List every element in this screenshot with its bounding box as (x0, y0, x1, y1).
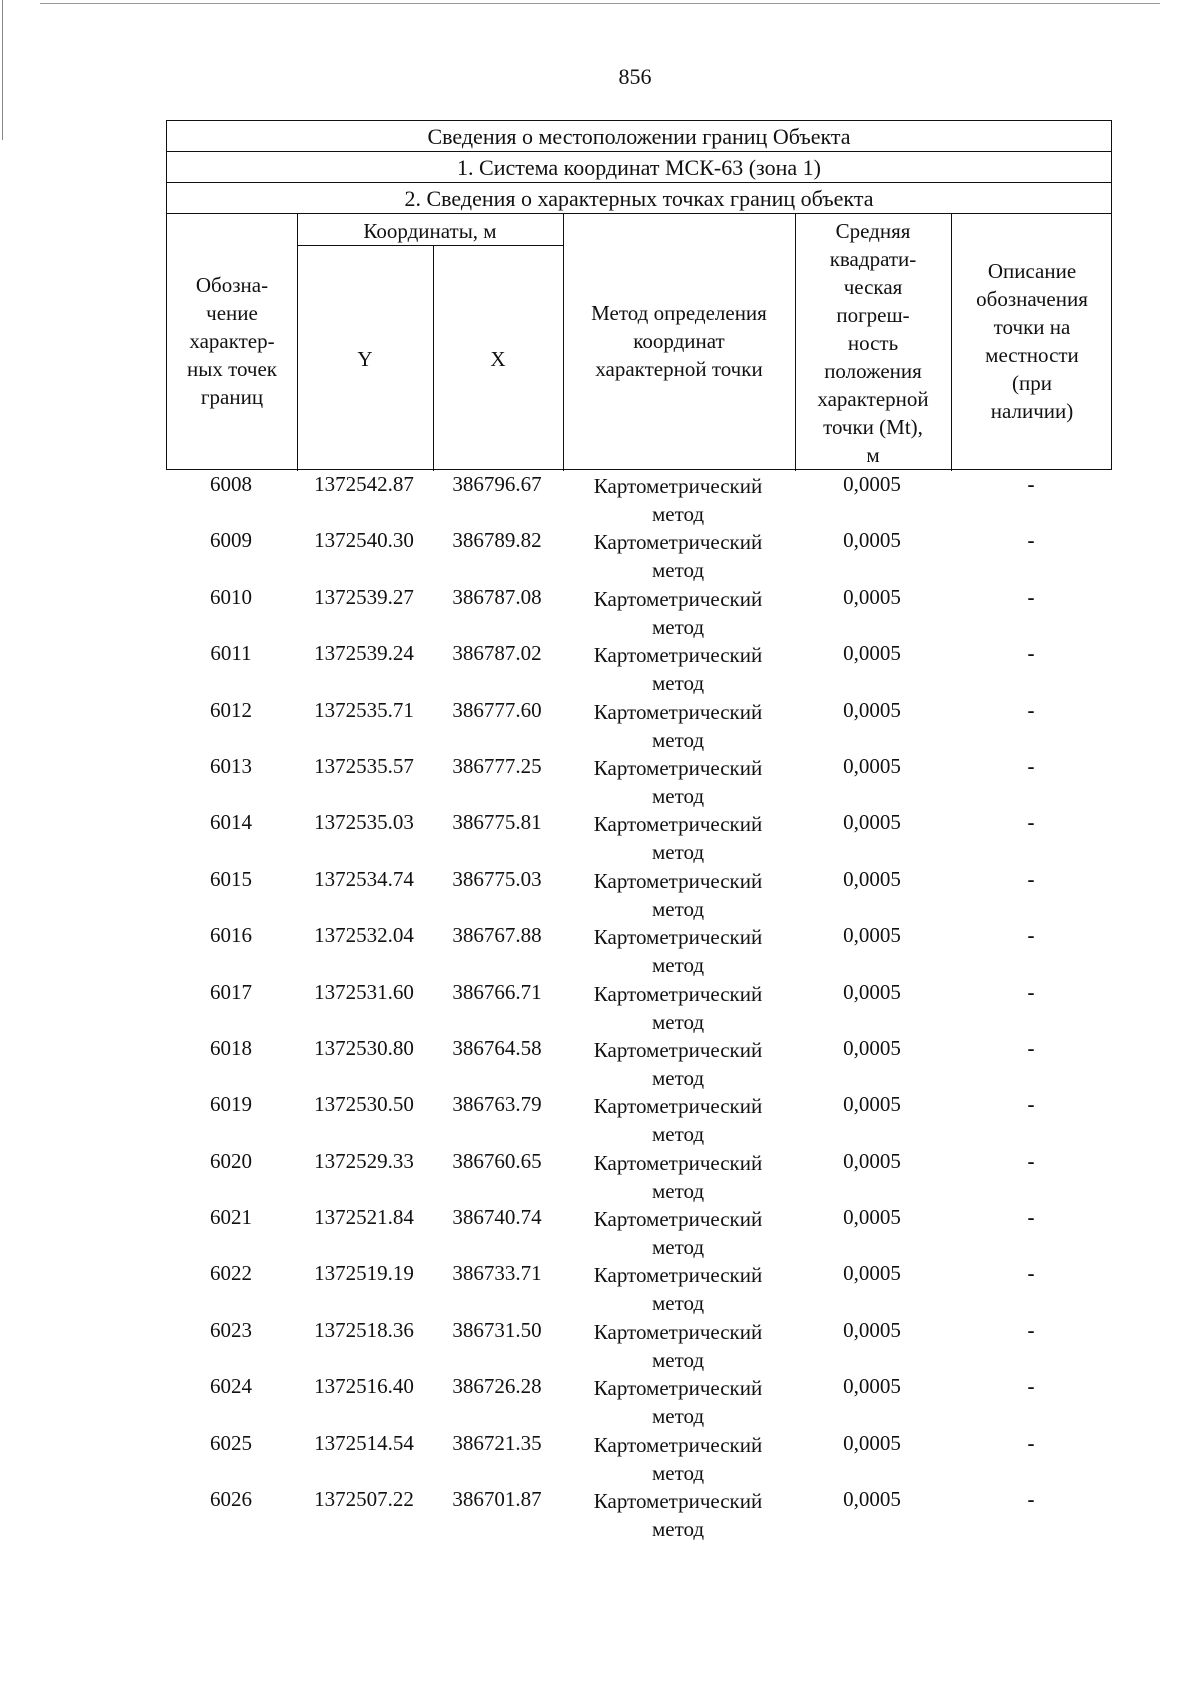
table-row: 6025 1372514.54 386721.35 Картометрический метод 0,0005 - (210, 1430, 1035, 1485)
table-row: 6026 1372507.22 386701.87 Картометрический метод 0,0005 - (210, 1487, 1035, 1542)
table-row: 6022 1372519.19 386733.71 Картометрический метод 0,0005 - (210, 1261, 1035, 1316)
col-header-x: X (490, 347, 506, 371)
scan-edge-top (40, 3, 1160, 4)
table-row: 6011 1372539.24 386787.02 Картометрический метод 0,0005 - (210, 641, 1035, 696)
table-row: 6014 1372535.03 386775.81 Картометрический метод 0,0005 - (210, 810, 1035, 865)
col-header-y: Y (357, 347, 373, 371)
col-header-error: Средняя квадрати- ческая погреш- ность положения характерной точки (Mt), м (817, 219, 929, 467)
col-header-description: Описание обозначения точки на местности (при наличии) (976, 259, 1088, 423)
header-title-2: 1. Система координат МСК-63 (зона 1) (167, 152, 1111, 183)
table-row: 6015 1372534.74 386775.03 Картометрический метод 0,0005 - (210, 866, 1035, 921)
col-header-method: Метод определения координат характерной точки (591, 301, 767, 381)
divider (297, 245, 563, 246)
page-number: 856 (618, 64, 652, 89)
table-row: 6021 1372521.84 386740.74 Картометрический метод 0,0005 - (210, 1205, 1035, 1260)
table-row: 6013 1372535.57 386777.25 Картометрический метод 0,0005 - (210, 753, 1035, 808)
header-title-3: 2. Сведения о характерных точках границ объекта (167, 183, 1111, 214)
table-row: 6008 1372542.87 386796.67 Картометрический метод 0,0005 - (210, 472, 1035, 526)
table-row: 6024 1372516.40 386726.28 Картометрический метод 0,0005 - (210, 1374, 1035, 1429)
table-row: 6020 1372529.33 386760.65 Картометрический метод 0,0005 - (210, 1148, 1035, 1203)
col-header-coords: Координаты, м (363, 219, 497, 243)
table-body (166, 470, 1112, 1541)
table-row: 6012 1372535.71 386777.60 Картометрический метод 0,0005 - (210, 697, 1035, 752)
table-row: 6018 1372530.80 386764.58 Картометрический метод 0,0005 - (210, 1035, 1035, 1090)
table-row: 6017 1372531.60 386766.71 Картометрический метод 0,0005 - (210, 979, 1035, 1034)
table-row: 6019 1372530.50 386763.79 Картометрический метод 0,0005 - (210, 1092, 1035, 1147)
table-row: 6016 1372532.04 386767.88 Картометрический метод 0,0005 - (210, 923, 1035, 978)
divider (297, 214, 298, 471)
col-header-id: Обозна- чение характер- ных точек границ (186, 273, 278, 409)
header-title-1: Сведения о местоположении границ Объекта (167, 121, 1111, 152)
table-row: 6010 1372539.27 386787.08 Картометрический метод 0,0005 - (210, 584, 1035, 639)
table-row: 6023 1372518.36 386731.50 Картометрический метод 0,0005 - (210, 1317, 1035, 1372)
table-row: 6009 1372540.30 386789.82 Картометрический метод 0,0005 - (210, 528, 1035, 583)
table-header (166, 120, 1112, 470)
